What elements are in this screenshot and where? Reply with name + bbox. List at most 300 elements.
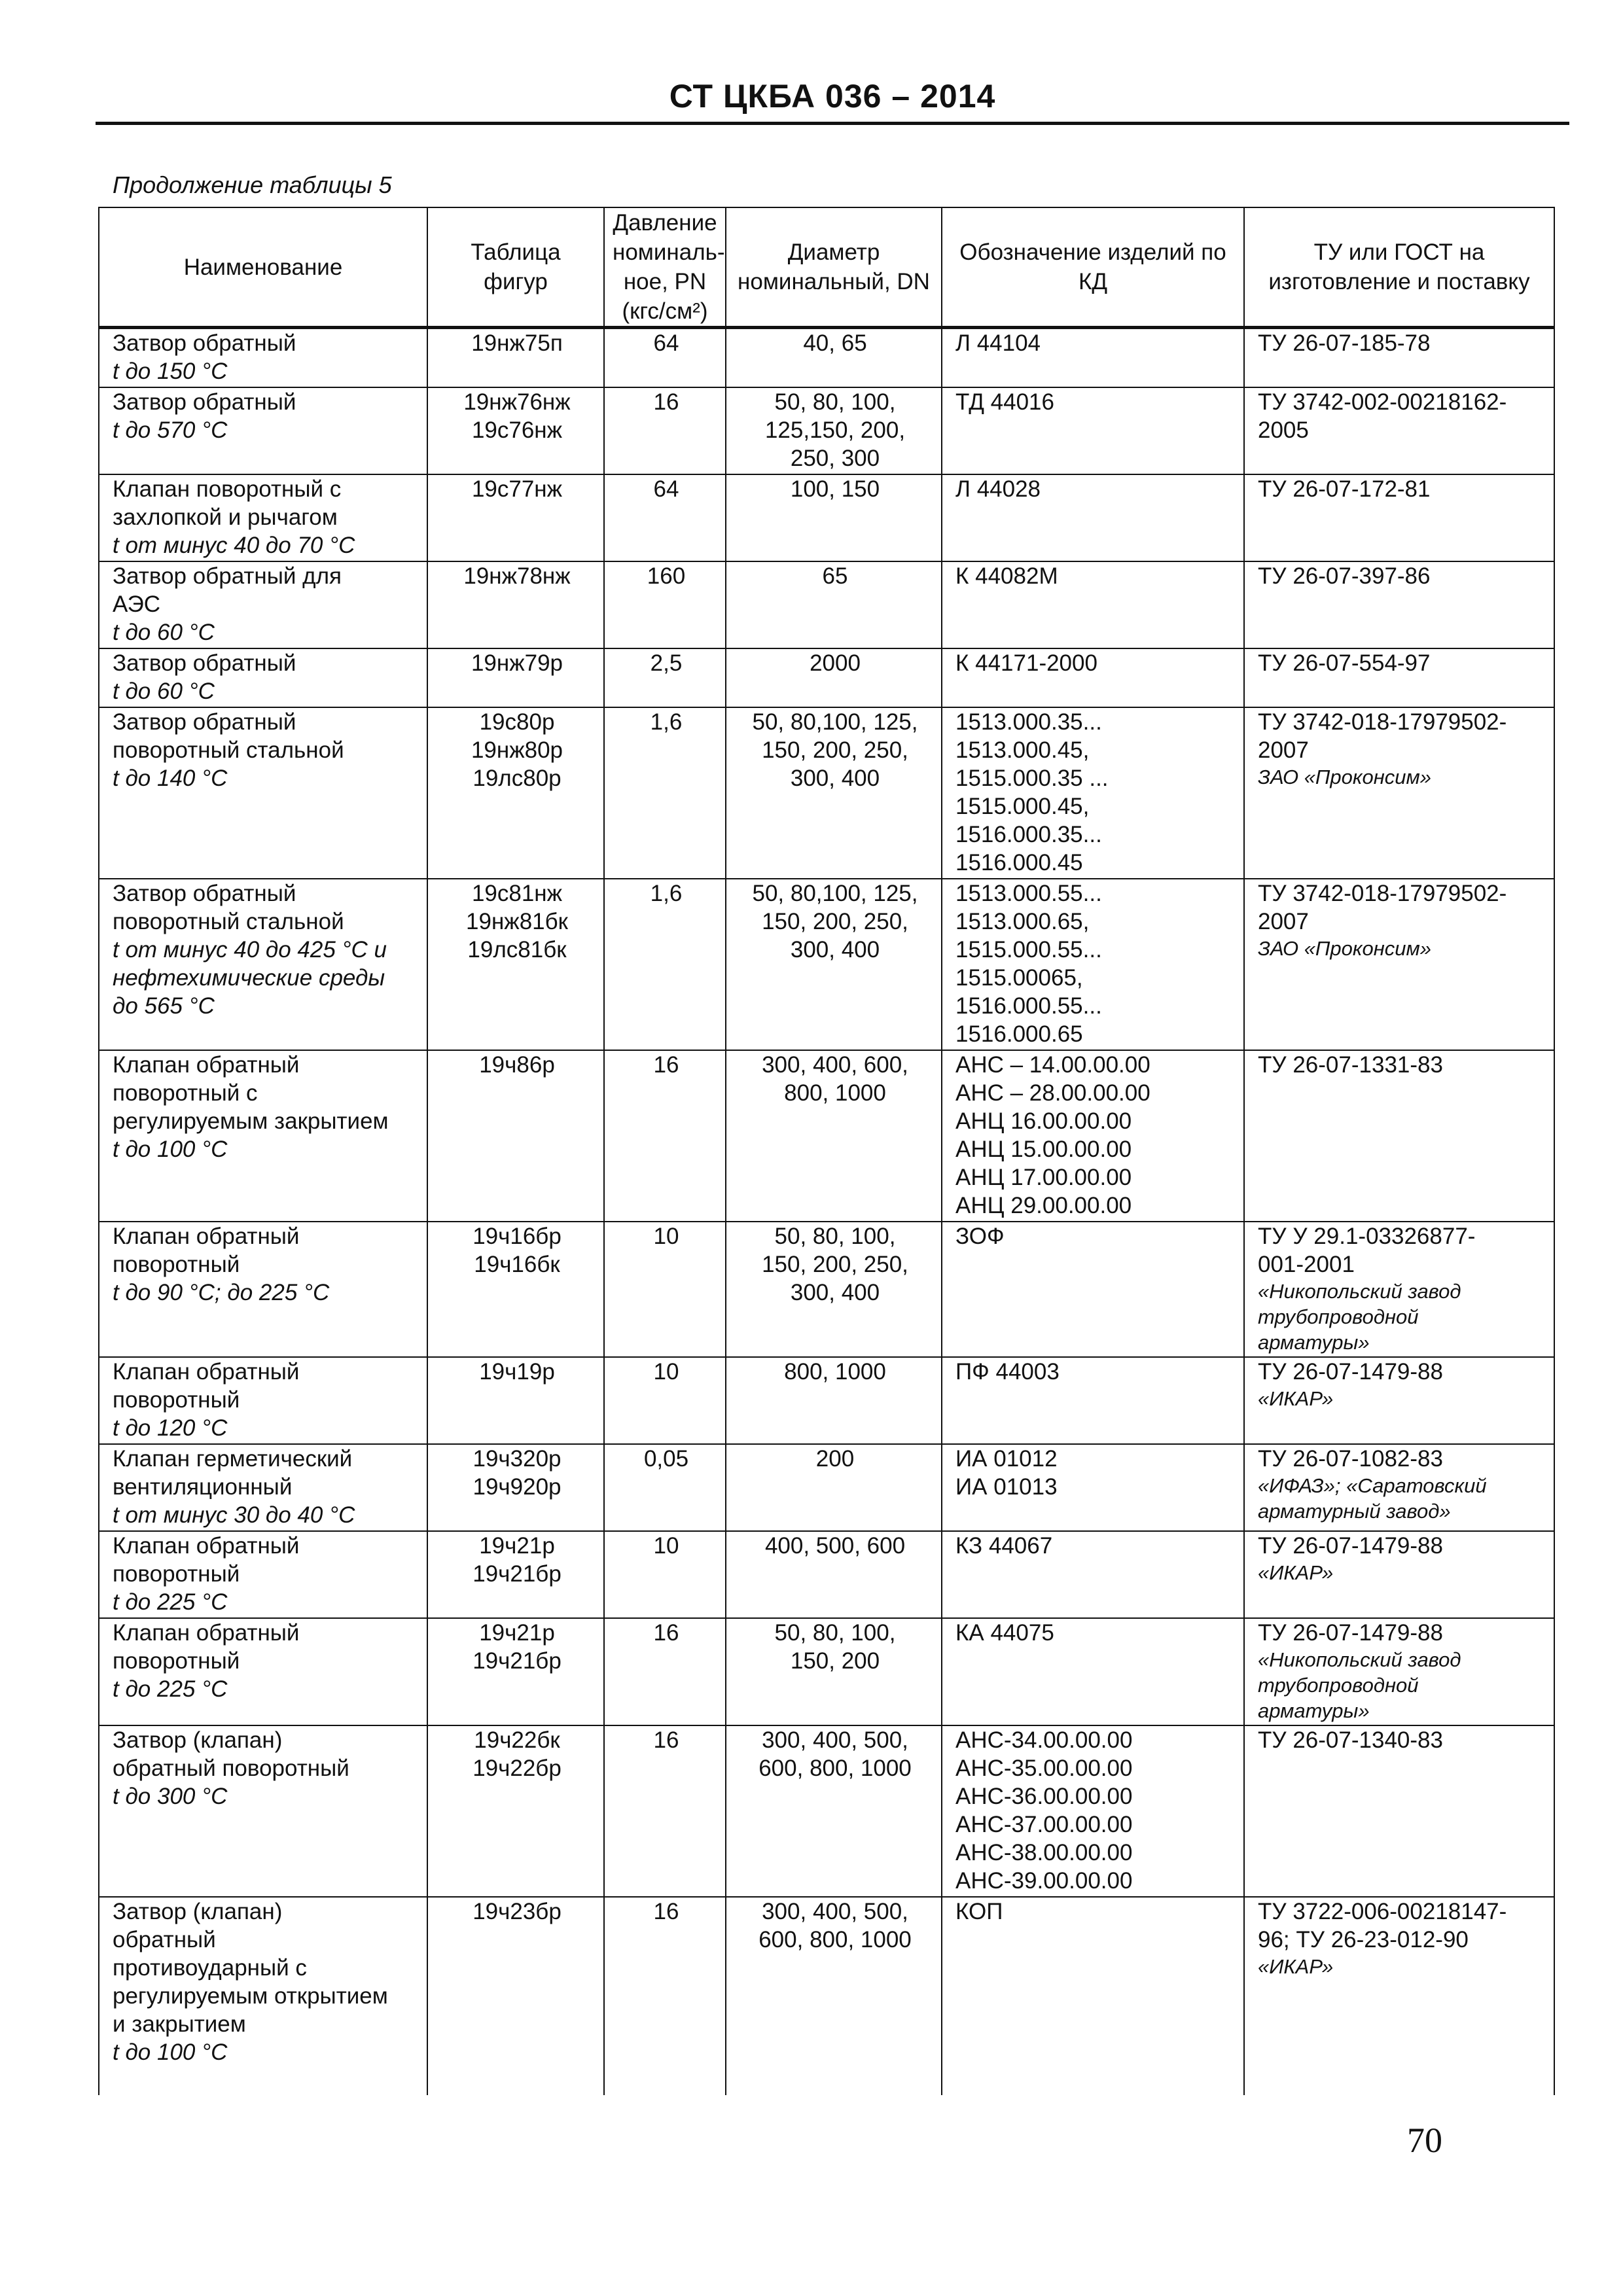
fig-line: 19ч22бк — [474, 1727, 560, 1753]
cell-pn — [604, 561, 726, 648]
manufacturer-line: арматуры» — [1258, 1331, 1370, 1354]
name-line: регулируемым открытием — [113, 1983, 388, 2009]
manufacturer-line: трубопроводной — [1258, 1674, 1419, 1697]
cell-dn — [726, 879, 942, 1050]
cell-kd — [942, 561, 1244, 648]
temperature-range: t до 150 °С — [113, 359, 228, 384]
temperature-range: t до 300 °С — [113, 1784, 228, 1809]
tu-line: 2007 — [1258, 737, 1309, 763]
kd-line: КЗ 44067 — [955, 1533, 1053, 1559]
name-line: Клапан обратный — [113, 1052, 300, 1078]
name-line: Затвор обратный — [113, 709, 296, 735]
name-line: регулируемым закрытием — [113, 1108, 389, 1134]
fig-line: 19с77нж — [471, 476, 563, 502]
kd-line: АНЦ 17.00.00.00 — [955, 1165, 1132, 1190]
cell-kd — [942, 1357, 1244, 1444]
dn-line: 50, 80,100, 125, — [752, 709, 918, 735]
cell-fig — [427, 879, 604, 1050]
tu-line: 2007 — [1258, 909, 1309, 934]
cell-tu — [1244, 1725, 1554, 1897]
table-row — [99, 1725, 1554, 1897]
name-line: Клапан обратный — [113, 1359, 300, 1385]
name-line: Затвор (клапан) — [113, 1727, 283, 1753]
cell-name — [99, 387, 427, 474]
manufacturer-line: арматуры» — [1258, 1699, 1370, 1722]
cell-tu — [1244, 1444, 1554, 1531]
tu-line: ТУ 26-07-1479-88 — [1258, 1533, 1443, 1559]
tu-line: ТУ 26-07-554-97 — [1258, 650, 1431, 676]
pn-value: 160 — [647, 563, 686, 589]
cell-tu — [1244, 561, 1554, 648]
cell-pn — [604, 648, 726, 707]
table-row — [99, 387, 1554, 474]
fig-line: 19нж79р — [471, 650, 563, 676]
pn-value: 16 — [653, 1052, 679, 1078]
table-row — [99, 1357, 1554, 1444]
col-header-dn: Диаметр номинальный, DN — [726, 207, 942, 328]
temperature-range: t до 60 °С — [113, 679, 215, 704]
name-line: поворотный стальной — [113, 909, 344, 934]
cell-fig — [427, 1050, 604, 1222]
name-line: Клапан герметический — [113, 1446, 353, 1472]
dn-line: 40, 65 — [803, 330, 867, 356]
manufacturer-line: ЗАО «Проконсим» — [1258, 937, 1432, 960]
document-header: СТ ЦКБА 036 – 2014 — [669, 78, 996, 115]
fig-line: 19с80р — [479, 709, 555, 735]
dn-line: 65 — [822, 563, 848, 589]
cell-dn — [726, 707, 942, 879]
cell-pn — [604, 387, 726, 474]
manufacturer-line: трубопроводной — [1258, 1305, 1419, 1328]
cell-fig — [427, 387, 604, 474]
name-line: Клапан обратный — [113, 1620, 300, 1646]
fig-line: 19ч21бр — [473, 1648, 562, 1674]
dn-line: 200 — [815, 1446, 855, 1472]
kd-line: АНС-39.00.00.00 — [955, 1868, 1133, 1894]
cell-kd — [942, 387, 1244, 474]
temperature-range: t до 100 °С — [113, 2040, 228, 2065]
name-line: Затвор обратный — [113, 330, 296, 356]
fig-line: 19с81нж — [471, 881, 563, 906]
tu-line: ТУ 3742-018-17979502- — [1258, 881, 1507, 906]
cell-dn — [726, 1222, 942, 1357]
page-number: 70 — [1407, 2121, 1442, 2160]
kd-line: 1516.000.35... — [955, 822, 1102, 847]
dn-line: 300, 400 — [790, 937, 880, 963]
table-body — [99, 328, 1554, 2096]
tu-line: 96; ТУ 26-23-012-90 — [1258, 1927, 1469, 1952]
kd-line: АНС-35.00.00.00 — [955, 1756, 1133, 1781]
cell-kd — [942, 328, 1244, 388]
name-line: АЭС — [113, 592, 161, 617]
name-line: обратный поворотный — [113, 1756, 349, 1781]
table-row — [99, 1444, 1554, 1531]
name-line: Затвор (клапан) — [113, 1899, 283, 1924]
name-line: вентиляционный — [113, 1474, 293, 1500]
cell-fig — [427, 1357, 604, 1444]
tu-line: ТУ 26-07-1340-83 — [1258, 1727, 1443, 1753]
cell-name — [99, 648, 427, 707]
kd-line: ИА 01012 — [955, 1446, 1058, 1472]
kd-line: ИА 01013 — [955, 1474, 1058, 1500]
kd-line: АНЦ 15.00.00.00 — [955, 1137, 1132, 1162]
dn-line: 300, 400 — [790, 1280, 880, 1305]
kd-line: КА 44075 — [955, 1620, 1054, 1646]
pn-value: 64 — [653, 330, 679, 356]
col-header-kd: Обозначение изделий по КД — [942, 207, 1244, 328]
cell-name — [99, 1222, 427, 1357]
manufacturer-line: «ИФАЗ»; «Саратовский — [1258, 1474, 1487, 1497]
cell-tu — [1244, 648, 1554, 707]
cell-name — [99, 1618, 427, 1725]
name-line: Затвор обратный — [113, 881, 296, 906]
kd-line: ЗОФ — [955, 1224, 1005, 1249]
fig-line: 19нж76нж — [463, 389, 571, 415]
table-row — [99, 707, 1554, 879]
temperature-range: t от минус 40 до 70 °С — [113, 533, 355, 558]
cell-tu — [1244, 474, 1554, 561]
fig-line: 19ч19р — [479, 1359, 555, 1385]
name-line: поворотный — [113, 1252, 240, 1277]
dn-line: 800, 1000 — [784, 1359, 886, 1385]
temperature-range: t до 225 °С — [113, 1589, 228, 1615]
dn-line: 300, 400, 600, — [762, 1052, 908, 1078]
tu-line: ТУ 26-07-397-86 — [1258, 563, 1431, 589]
cell-dn — [726, 387, 942, 474]
name-line: поворотный с — [113, 1080, 258, 1106]
pn-value: 16 — [653, 389, 679, 415]
kd-line: 1516.000.45 — [955, 850, 1083, 875]
cell-name — [99, 561, 427, 648]
fig-line: 19нж80р — [471, 737, 563, 763]
cell-tu — [1244, 707, 1554, 879]
pn-value: 2,5 — [650, 650, 683, 676]
cell-pn — [604, 328, 726, 388]
table-row — [99, 1531, 1554, 1618]
tu-line: ТУ 3722-006-00218147- — [1258, 1899, 1507, 1924]
name-line: Клапан поворотный с — [113, 476, 342, 502]
fig-line: 19ч21р — [479, 1620, 555, 1646]
kd-line: ТД 44016 — [955, 389, 1054, 415]
fig-line: 19ч22бр — [473, 1756, 562, 1781]
kd-line: АНС – 28.00.00.00 — [955, 1080, 1150, 1106]
table-row — [99, 1897, 1554, 2095]
kd-line: 1513.000.35... — [955, 709, 1102, 735]
dn-line: 800, 1000 — [784, 1080, 886, 1106]
pn-value: 16 — [653, 1727, 679, 1753]
table-row — [99, 328, 1554, 388]
cell-fig — [427, 1531, 604, 1618]
fig-line: 19нж75п — [471, 330, 563, 356]
cell-dn — [726, 1725, 942, 1897]
pn-value: 0,05 — [643, 1446, 689, 1472]
cell-name — [99, 1357, 427, 1444]
cell-tu — [1244, 1050, 1554, 1222]
kd-line: К 44171-2000 — [955, 650, 1097, 676]
dn-line: 150, 200, 250, — [762, 737, 908, 763]
temperature-range: t до 225 °С — [113, 1676, 228, 1702]
cell-pn — [604, 1618, 726, 1725]
cell-pn — [604, 1444, 726, 1531]
cell-fig — [427, 707, 604, 879]
header-rule — [96, 122, 1569, 125]
cell-pn — [604, 707, 726, 879]
col-header-fig: Таблица фигур — [427, 207, 604, 328]
pn-value: 16 — [653, 1620, 679, 1646]
table-row — [99, 561, 1554, 648]
cell-dn — [726, 1897, 942, 2095]
cell-tu — [1244, 1222, 1554, 1357]
kd-line: 1515.000.35 ... — [955, 766, 1109, 791]
cell-pn — [604, 1531, 726, 1618]
name-line: захлопкой и рычагом — [113, 504, 338, 530]
tu-line: ТУ 3742-018-17979502- — [1258, 709, 1507, 735]
dn-line: 300, 400, 500, — [762, 1727, 908, 1753]
kd-line: АНЦ 29.00.00.00 — [955, 1193, 1132, 1218]
fig-line: 19ч16бр — [473, 1224, 562, 1249]
kd-line: 1513.000.45, — [955, 737, 1090, 763]
table-caption: Продолжение таблицы 5 — [113, 171, 392, 198]
cell-kd — [942, 707, 1244, 879]
fig-line: 19ч16бк — [474, 1252, 560, 1277]
dn-line: 50, 80, 100, — [774, 389, 896, 415]
tu-line: ТУ 3742-002-00218162- — [1258, 389, 1507, 415]
tu-line: ТУ 26-07-172-81 — [1258, 476, 1431, 502]
pn-value: 64 — [653, 476, 679, 502]
cell-pn — [604, 1222, 726, 1357]
temperature-range: t до 570 °С — [113, 417, 228, 443]
fig-line: 19ч320р — [473, 1446, 562, 1472]
cell-fig — [427, 1618, 604, 1725]
fig-line: 19ч920р — [473, 1474, 562, 1500]
dn-line: 250, 300 — [790, 446, 880, 471]
tu-line: ТУ 26-07-1479-88 — [1258, 1620, 1443, 1646]
manufacturer-line: «Никопольский завод — [1258, 1648, 1461, 1671]
cell-tu — [1244, 1618, 1554, 1725]
valve-spec-table — [98, 207, 1555, 2095]
kd-line: 1515.000.55... — [955, 937, 1102, 963]
cell-dn — [726, 1050, 942, 1222]
pn-value: 10 — [653, 1359, 679, 1385]
table-row — [99, 648, 1554, 707]
tu-line: ТУ 26-07-1331-83 — [1258, 1052, 1443, 1078]
pn-value: 10 — [653, 1533, 679, 1559]
temperature-range: t от минус 30 до 40 °С — [113, 1502, 355, 1528]
kd-line: АНС-34.00.00.00 — [955, 1727, 1133, 1753]
manufacturer-line: ЗАО «Проконсим» — [1258, 766, 1432, 788]
table-row — [99, 1222, 1554, 1357]
cell-pn — [604, 1050, 726, 1222]
table-row — [99, 1050, 1554, 1222]
tu-line: ТУ 26-07-1479-88 — [1258, 1359, 1443, 1385]
kd-line: АНС – 14.00.00.00 — [955, 1052, 1150, 1078]
cell-dn — [726, 648, 942, 707]
kd-line: 1515.00065, — [955, 965, 1083, 991]
tu-line: 2005 — [1258, 417, 1309, 443]
name-line: Затвор обратный для — [113, 563, 342, 589]
cell-fig — [427, 474, 604, 561]
cell-name — [99, 879, 427, 1050]
table-row — [99, 474, 1554, 561]
cell-tu — [1244, 879, 1554, 1050]
fig-line: 19нж81бк — [466, 909, 568, 934]
temperature-range: t до 120 °С — [113, 1415, 228, 1441]
cell-kd — [942, 1444, 1244, 1531]
cell-name — [99, 1531, 427, 1618]
fig-line: 19ч23бр — [473, 1899, 562, 1924]
manufacturer-line: арматурный завод» — [1258, 1500, 1451, 1523]
temperature-range: t до 100 °С — [113, 1137, 228, 1162]
table-header-row — [99, 207, 1554, 328]
name-line: поворотный стальной — [113, 737, 344, 763]
name-line: и закрытием — [113, 2011, 246, 2037]
kd-line: К 44082М — [955, 563, 1058, 589]
dn-line: 125,150, 200, — [764, 417, 906, 443]
fig-line: 19ч21р — [479, 1533, 555, 1559]
fig-line: 19лс81бк — [467, 937, 567, 963]
pn-value: 10 — [653, 1224, 679, 1249]
manufacturer-line: «ИКАР» — [1258, 1955, 1334, 1978]
cell-tu — [1244, 328, 1554, 388]
cell-kd — [942, 1531, 1244, 1618]
dn-line: 50, 80, 100, — [774, 1224, 896, 1249]
cell-tu — [1244, 1357, 1554, 1444]
kd-line: АНС-37.00.00.00 — [955, 1812, 1133, 1837]
pn-value: 16 — [653, 1899, 679, 1924]
cell-dn — [726, 561, 942, 648]
temperature-range: t до 60 °С — [113, 620, 215, 645]
cell-pn — [604, 474, 726, 561]
dn-line: 600, 800, 1000 — [758, 1927, 912, 1952]
manufacturer-line: «ИКАР» — [1258, 1561, 1334, 1584]
kd-line: Л 44028 — [955, 476, 1041, 502]
dn-line: 100, 150 — [790, 476, 880, 502]
fig-line: 19ч21бр — [473, 1561, 562, 1587]
name-line: Затвор обратный — [113, 650, 296, 676]
name-line: поворотный — [113, 1387, 240, 1413]
cell-tu — [1244, 1531, 1554, 1618]
col-header-tu: ТУ или ГОСТ на изготовление и поставку — [1244, 207, 1554, 328]
tu-line: ТУ 26-07-185-78 — [1258, 330, 1431, 356]
name-line: Затвор обратный — [113, 389, 296, 415]
table-row — [99, 1618, 1554, 1725]
dn-line: 50, 80, 100, — [774, 1620, 896, 1646]
cell-dn — [726, 328, 942, 388]
cell-name — [99, 474, 427, 561]
name-line: поворотный — [113, 1561, 240, 1587]
temperature-range: t до 140 °С — [113, 766, 228, 791]
cell-fig — [427, 1897, 604, 2095]
fig-line: 19ч86р — [479, 1052, 555, 1078]
kd-line: 1516.000.65 — [955, 1021, 1083, 1047]
kd-line: ПФ 44003 — [955, 1359, 1060, 1385]
kd-line: 1515.000.45, — [955, 794, 1090, 819]
dn-line: 600, 800, 1000 — [758, 1756, 912, 1781]
tu-line: ТУ У 29.1-03326877- — [1258, 1224, 1476, 1249]
cell-name — [99, 1897, 427, 2095]
cell-name — [99, 1444, 427, 1531]
cell-fig — [427, 1222, 604, 1357]
col-header-name: Наименование — [99, 207, 427, 328]
cell-kd — [942, 648, 1244, 707]
cell-dn — [726, 1444, 942, 1531]
cell-name — [99, 707, 427, 879]
kd-line: АНС-36.00.00.00 — [955, 1784, 1133, 1809]
col-header-pn: Давление номиналь-ное, PN (кгс/см²) — [604, 207, 726, 328]
cell-pn — [604, 1725, 726, 1897]
cell-fig — [427, 1444, 604, 1531]
kd-line: Л 44104 — [955, 330, 1041, 356]
cell-kd — [942, 1618, 1244, 1725]
cell-dn — [726, 474, 942, 561]
cell-kd — [942, 1222, 1244, 1357]
cell-kd — [942, 879, 1244, 1050]
tu-line: 001-2001 — [1258, 1252, 1355, 1277]
dn-line: 150, 200 — [790, 1648, 880, 1674]
dn-line: 150, 200, 250, — [762, 909, 908, 934]
manufacturer-line: «ИКАР» — [1258, 1387, 1334, 1410]
fig-line: 19нж78нж — [463, 563, 571, 589]
name-line: Клапан обратный — [113, 1533, 300, 1559]
cell-fig — [427, 1725, 604, 1897]
cell-pn — [604, 879, 726, 1050]
kd-line: 1513.000.55... — [955, 881, 1102, 906]
kd-line: 1513.000.65, — [955, 909, 1090, 934]
kd-line: АНЦ 16.00.00.00 — [955, 1108, 1132, 1134]
cell-pn — [604, 1897, 726, 2095]
dn-line: 50, 80,100, 125, — [752, 881, 918, 906]
dn-line: 2000 — [810, 650, 861, 676]
cell-dn — [726, 1618, 942, 1725]
manufacturer-line: «Никопольский завод — [1258, 1280, 1461, 1303]
name-line: противоударный с — [113, 1955, 307, 1981]
cell-fig — [427, 561, 604, 648]
tu-line: ТУ 26-07-1082-83 — [1258, 1446, 1443, 1472]
dn-line: 400, 500, 600 — [764, 1533, 906, 1559]
cell-name — [99, 1725, 427, 1897]
cell-kd — [942, 474, 1244, 561]
cell-kd — [942, 1050, 1244, 1222]
cell-name — [99, 1050, 427, 1222]
cell-tu — [1244, 1897, 1554, 2095]
fig-line: 19с76нж — [471, 417, 563, 443]
kd-line: АНС-38.00.00.00 — [955, 1840, 1133, 1865]
dn-line: 150, 200, 250, — [762, 1252, 908, 1277]
dn-line: 300, 400, 500, — [762, 1899, 908, 1924]
cell-dn — [726, 1357, 942, 1444]
temperature-range: t от минус 40 до 425 °С и нефтехимические среды до 565 °С — [113, 937, 387, 1019]
cell-kd — [942, 1897, 1244, 2095]
kd-line: 1516.000.55... — [955, 993, 1102, 1019]
cell-dn — [726, 1531, 942, 1618]
cell-name — [99, 328, 427, 388]
cell-fig — [427, 328, 604, 388]
name-line: поворотный — [113, 1648, 240, 1674]
cell-tu — [1244, 387, 1554, 474]
cell-pn — [604, 1357, 726, 1444]
table-row — [99, 879, 1554, 1050]
pn-value: 1,6 — [650, 709, 683, 735]
cell-kd — [942, 1725, 1244, 1897]
fig-line: 19лс80р — [473, 766, 562, 791]
kd-line: КОП — [955, 1899, 1003, 1924]
cell-fig — [427, 648, 604, 707]
pn-value: 1,6 — [650, 881, 683, 906]
temperature-range: t до 90 °С; до 225 °С — [113, 1280, 330, 1305]
name-line: обратный — [113, 1927, 216, 1952]
name-line: Клапан обратный — [113, 1224, 300, 1249]
dn-line: 300, 400 — [790, 766, 880, 791]
